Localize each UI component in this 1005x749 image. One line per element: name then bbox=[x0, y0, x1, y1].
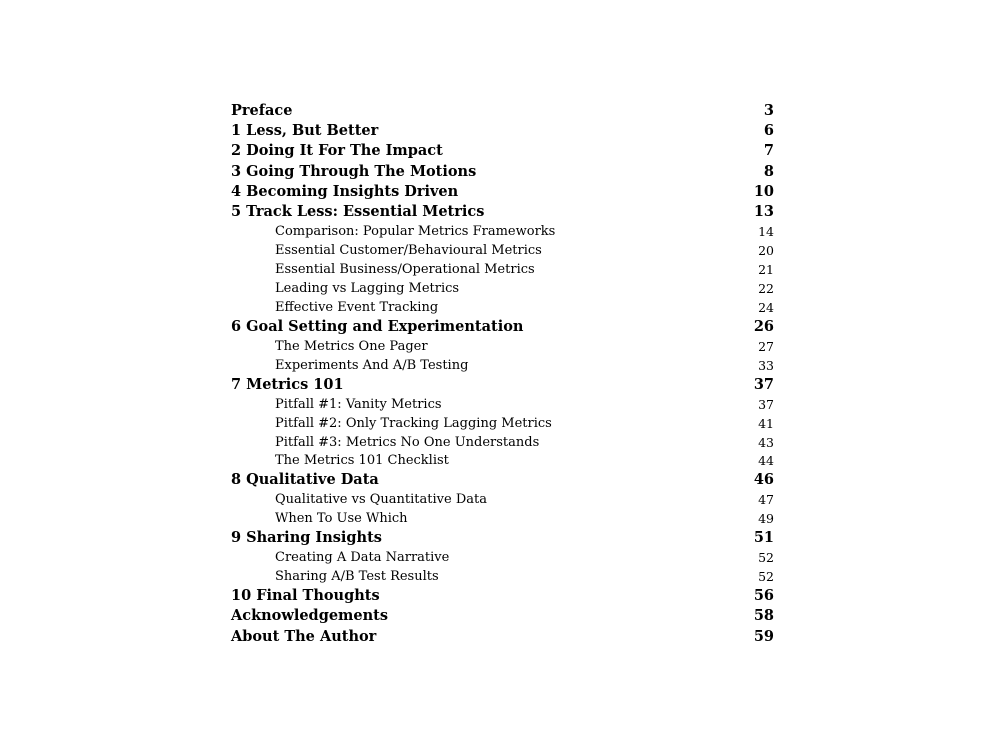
toc-entry-chapter-10[interactable] bbox=[231, 586, 774, 606]
toc-entry-section[interactable] bbox=[231, 260, 774, 279]
toc-entry-title: Essential Customer/Behavioural Metrics bbox=[275, 243, 542, 259]
toc-entry-about-the-author[interactable] bbox=[231, 627, 774, 647]
table-of-contents bbox=[231, 101, 774, 647]
toc-entry-chapter-9[interactable] bbox=[231, 528, 774, 548]
toc-entry-page: 3 bbox=[763, 102, 774, 119]
toc-entry-chapter-6[interactable] bbox=[231, 317, 774, 337]
toc-entry-page: 21 bbox=[758, 261, 774, 277]
toc-entry-chapter-7[interactable] bbox=[231, 375, 774, 395]
toc-entry-title: 2 Doing It For The Impact bbox=[231, 142, 443, 160]
toc-entry-page: 43 bbox=[758, 434, 774, 450]
toc-entry-title: Essential Business/Operational Metrics bbox=[275, 261, 535, 277]
toc-entry-page: 58 bbox=[753, 607, 774, 625]
toc-entry-title: 8 Qualitative Data bbox=[231, 471, 379, 489]
toc-entry-section[interactable] bbox=[231, 567, 774, 586]
toc-entry-page: 52 bbox=[758, 569, 774, 585]
toc-entry-page: 26 bbox=[753, 317, 774, 335]
toc-entry-section[interactable] bbox=[231, 337, 774, 356]
toc-entry-page: 10 bbox=[753, 182, 774, 200]
toc-entry-title: Effective Event Tracking bbox=[275, 299, 439, 315]
toc-entry-title: 5 Track Less: Essential Metrics bbox=[231, 202, 485, 220]
toc-entry-page: 8 bbox=[763, 162, 774, 180]
toc-entry-title: Creating A Data Narrative bbox=[275, 550, 450, 566]
toc-entry-title: Sharing A/B Test Results bbox=[275, 569, 439, 585]
toc-entry-page: 27 bbox=[758, 338, 774, 354]
toc-entry-title: Pitfall #3: Metrics No One Understands bbox=[275, 434, 540, 450]
toc-entry-title: Comparison: Popular Metrics Frameworks bbox=[275, 224, 556, 240]
toc-entry-title: About The Author bbox=[231, 627, 377, 645]
toc-entry-page: 22 bbox=[758, 280, 774, 296]
toc-entry-section[interactable] bbox=[231, 222, 774, 241]
toc-entry-acknowledgements[interactable] bbox=[231, 606, 774, 626]
toc-entry-page: 46 bbox=[753, 471, 774, 489]
toc-entry-page: 41 bbox=[758, 415, 774, 431]
toc-entry-page: 47 bbox=[758, 492, 774, 508]
toc-entry-page: 49 bbox=[758, 511, 774, 527]
toc-entry-title: 10 Final Thoughts bbox=[231, 587, 380, 605]
toc-entry-section[interactable] bbox=[231, 548, 774, 567]
toc-entry-page: 20 bbox=[758, 243, 774, 259]
toc-entry-title: When To Use Which bbox=[275, 511, 408, 527]
toc-entry-page: 44 bbox=[758, 453, 774, 469]
toc-entry-title: Leading vs Lagging Metrics bbox=[275, 280, 460, 296]
toc-entry-title: Pitfall #1: Vanity Metrics bbox=[275, 396, 442, 412]
toc-entry-title: Pitfall #2: Only Tracking Lagging Metrics bbox=[275, 415, 552, 431]
toc-entry-page: 51 bbox=[753, 529, 774, 547]
toc-entry-chapter-1[interactable] bbox=[231, 121, 774, 141]
toc-entry-page: 6 bbox=[763, 122, 774, 140]
toc-entry-title: 6 Goal Setting and Experimentation bbox=[231, 317, 524, 335]
toc-entry-page: 52 bbox=[758, 550, 774, 566]
toc-entry-section[interactable] bbox=[231, 279, 774, 298]
toc-entry-title: Acknowledgements bbox=[231, 607, 389, 625]
toc-entry-chapter-8[interactable] bbox=[231, 470, 774, 490]
toc-entry-section[interactable] bbox=[231, 241, 774, 260]
toc-entry-title: Experiments And A/B Testing bbox=[275, 357, 469, 373]
toc-entry-page: 14 bbox=[758, 224, 774, 240]
toc-entry-page: 7 bbox=[763, 142, 774, 160]
toc-entry-page: 37 bbox=[758, 396, 774, 412]
toc-entry-page: 13 bbox=[753, 202, 774, 220]
toc-entry-title: 1 Less, But Better bbox=[231, 122, 379, 140]
toc-entry-section[interactable] bbox=[231, 433, 774, 452]
toc-entry-section[interactable] bbox=[231, 395, 774, 414]
toc-entry-chapter-2[interactable] bbox=[231, 141, 774, 161]
toc-entry-title: 9 Sharing Insights bbox=[231, 529, 382, 547]
toc-entry-page: 37 bbox=[753, 375, 774, 393]
toc-entry-chapter-5[interactable] bbox=[231, 202, 774, 222]
toc-entry-title: 4 Becoming Insights Driven bbox=[231, 182, 459, 200]
toc-entry-title: 7 Metrics 101 bbox=[231, 375, 344, 393]
toc-entry-section[interactable] bbox=[231, 451, 774, 470]
toc-entry-section[interactable] bbox=[231, 356, 774, 375]
toc-entry-preface[interactable] bbox=[231, 101, 774, 121]
toc-entry-chapter-3[interactable] bbox=[231, 162, 774, 182]
toc-entry-chapter-4[interactable] bbox=[231, 182, 774, 202]
toc-entry-section[interactable] bbox=[231, 509, 774, 528]
toc-entry-title: 3 Going Through The Motions bbox=[231, 162, 477, 180]
toc-entry-section[interactable] bbox=[231, 490, 774, 509]
toc-entry-title: Qualitative vs Quantitative Data bbox=[275, 492, 487, 508]
toc-entry-page: 59 bbox=[753, 627, 774, 645]
toc-entry-title: The Metrics One Pager bbox=[275, 338, 428, 354]
toc-entry-page: 24 bbox=[758, 299, 774, 315]
toc-entry-page: 56 bbox=[753, 587, 774, 605]
toc-entry-section[interactable] bbox=[231, 298, 774, 317]
toc-entry-title: The Metrics 101 Checklist bbox=[275, 453, 449, 469]
toc-entry-page: 33 bbox=[758, 357, 774, 373]
toc-entry-title: Preface bbox=[231, 102, 293, 119]
toc-entry-section[interactable] bbox=[231, 414, 774, 433]
